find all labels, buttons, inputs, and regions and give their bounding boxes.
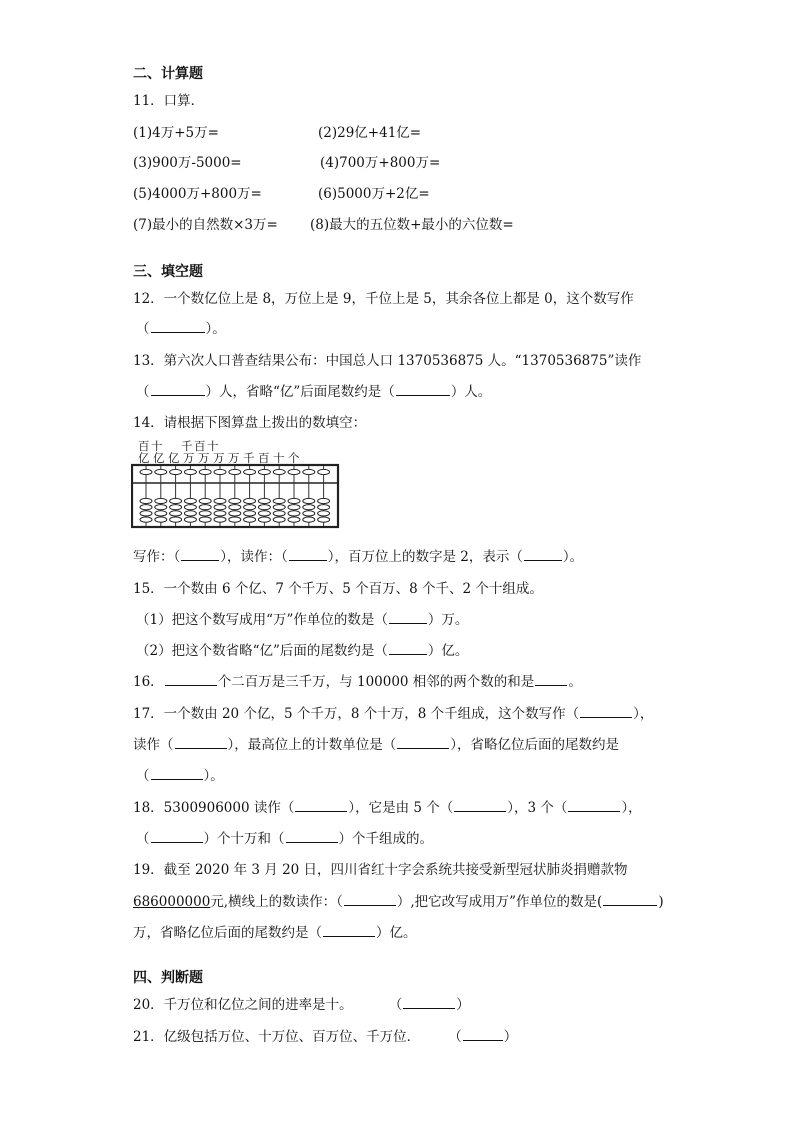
abacus-bead bbox=[140, 469, 152, 474]
q15-part2-text: （2）把这个数省略“亿”后面的尾数约是（ bbox=[136, 643, 388, 659]
abacus-bead bbox=[288, 517, 300, 522]
paren-close: ） bbox=[456, 997, 470, 1013]
q19-text-1: 元,横线上的数读作：（ bbox=[210, 894, 343, 910]
abacus-bead bbox=[155, 469, 167, 474]
q19-line-1: 19．截至 2020 年 3 月 20 日，四川省红十字会系统共接受新型冠状肺炎捐赠款物 bbox=[133, 862, 628, 878]
q11-item-3: (3)900万-5000= bbox=[133, 155, 242, 171]
q15-part-2 bbox=[136, 639, 468, 659]
paren-close: ）。 bbox=[205, 321, 226, 337]
section-title-calculation: 二、计算题 bbox=[133, 66, 203, 82]
answer-blank[interactable] bbox=[175, 736, 227, 749]
abacus-bead bbox=[229, 469, 241, 474]
q14-text-3: ），百万位上的数字是 2，表示（ bbox=[327, 549, 523, 565]
answer-blank[interactable] bbox=[289, 548, 327, 561]
abacus-bead bbox=[170, 498, 182, 503]
abacus-bead bbox=[170, 505, 182, 510]
q11-item-5: (5)4000万+800万= bbox=[133, 186, 262, 202]
abacus-bead bbox=[140, 498, 152, 503]
abacus-bead bbox=[258, 517, 270, 522]
abacus-bead bbox=[184, 505, 196, 510]
q19-text-5: ）亿。 bbox=[376, 925, 417, 941]
abacus-bead bbox=[244, 498, 256, 503]
abacus-bead bbox=[288, 469, 300, 474]
abacus-bead bbox=[199, 498, 211, 503]
abacus-bead bbox=[303, 505, 315, 510]
q11-item-7: (7)最小的自然数×3万= bbox=[133, 217, 278, 233]
q14-text-2: ），读作：（ bbox=[220, 549, 288, 565]
q11-item-2: (2)29亿+41亿= bbox=[318, 125, 422, 141]
paren-open: （ bbox=[136, 384, 150, 400]
abacus-bead bbox=[303, 498, 315, 503]
abacus-label: 百 bbox=[194, 439, 206, 453]
q16-end: 。 bbox=[568, 674, 582, 690]
abacus-label: 百 bbox=[138, 439, 150, 453]
abacus-bead bbox=[214, 511, 226, 516]
abacus-bead bbox=[155, 517, 167, 522]
answer-blank[interactable] bbox=[389, 642, 427, 655]
answer-blank[interactable] bbox=[151, 830, 203, 843]
abacus-bead bbox=[199, 505, 211, 510]
abacus-bead bbox=[318, 511, 330, 516]
abacus-bead bbox=[258, 511, 270, 516]
abacus-bead bbox=[288, 498, 300, 503]
q19-text-4: 万，省略亿位后面的尾数约是（ bbox=[133, 925, 322, 941]
answer-blank[interactable] bbox=[397, 736, 449, 749]
answer-blank[interactable] bbox=[580, 705, 632, 718]
abacus-bead bbox=[199, 469, 211, 474]
answer-blank[interactable] bbox=[463, 1028, 503, 1041]
abacus-label: 亿 bbox=[153, 451, 165, 465]
abacus-bead bbox=[170, 517, 182, 522]
paren-close: ）。 bbox=[203, 768, 224, 784]
abacus-bead bbox=[258, 505, 270, 510]
abacus-bead bbox=[258, 498, 270, 503]
answer-blank[interactable] bbox=[568, 799, 620, 812]
q17-text-3: 读作（ bbox=[133, 737, 174, 753]
abacus-bead bbox=[273, 505, 285, 510]
q11-item-4: (4)700万+800万= bbox=[320, 155, 441, 171]
paren-open: （ bbox=[448, 1029, 462, 1045]
q17-text-4: ），最高位上的计数单位是（ bbox=[227, 737, 397, 753]
q12-line-1: 12．一个数亿位上是 8，万位上是 9，千位上是 5，其余各位上都是 0，这个数写作 bbox=[133, 291, 634, 307]
abacus-bead bbox=[258, 469, 270, 474]
answer-blank[interactable] bbox=[524, 548, 562, 561]
abacus-bead bbox=[170, 511, 182, 516]
q21-line bbox=[133, 1025, 517, 1045]
q15-stem: 15．一个数由 6 个亿、7 个千万、5 个百万、8 个千、2 个十组成。 bbox=[133, 581, 543, 597]
abacus-bead bbox=[184, 498, 196, 503]
q11-item-8: (8)最大的五位数+最小的六位数= bbox=[310, 217, 514, 233]
abacus-bead bbox=[229, 505, 241, 510]
abacus-bead bbox=[214, 517, 226, 522]
answer-blank[interactable] bbox=[181, 548, 219, 561]
abacus-label: 百 bbox=[258, 451, 270, 465]
answer-blank[interactable] bbox=[151, 383, 205, 396]
abacus-bead bbox=[273, 517, 285, 522]
abacus-label: 万 bbox=[213, 451, 225, 465]
abacus-bead bbox=[244, 469, 256, 474]
q19-line-3 bbox=[133, 921, 417, 941]
abacus-label: 亿 bbox=[138, 451, 150, 465]
q17-line-1 bbox=[133, 702, 653, 722]
abacus-bead bbox=[184, 517, 196, 522]
q17-text-1: 17．一个数由 20 个亿，5 个千万，8 个十万，8 个千组成，这个数写作（ bbox=[133, 706, 580, 722]
paren-open: （ bbox=[136, 831, 150, 847]
q18-line-1 bbox=[133, 796, 642, 816]
q15-part-1 bbox=[136, 608, 468, 628]
abacus-bead bbox=[214, 505, 226, 510]
answer-blank[interactable] bbox=[151, 320, 205, 333]
abacus-label: 千 bbox=[181, 439, 193, 453]
abacus-label: 万 bbox=[198, 451, 210, 465]
paren-open: （ bbox=[136, 768, 150, 784]
q15-part1-text: （1）把这个数写成用“万”作单位的数是（ bbox=[136, 612, 388, 628]
abacus-figure bbox=[131, 436, 341, 532]
section-title-judgement: 四、判断题 bbox=[133, 970, 203, 986]
q11-item-6: (6)5000万+2亿= bbox=[318, 186, 430, 202]
abacus-bead bbox=[155, 505, 167, 510]
abacus-bead bbox=[244, 517, 256, 522]
q19-underlined-number: 686000000 bbox=[133, 894, 211, 910]
answer-blank[interactable] bbox=[323, 924, 375, 937]
paren-close: ） bbox=[503, 1029, 518, 1045]
abacus-bead bbox=[184, 511, 196, 516]
q11-stem: 11．口算． bbox=[133, 93, 205, 109]
abacus-bead bbox=[140, 517, 152, 522]
q18-text-2: ），它是由 5 个（ bbox=[348, 800, 454, 816]
q18-text-6: ）个千组成的。 bbox=[338, 831, 433, 847]
q14-text-1: 写作：（ bbox=[133, 549, 181, 565]
abacus-bead bbox=[244, 511, 256, 516]
abacus-bead bbox=[244, 505, 256, 510]
abacus-drawing bbox=[131, 463, 341, 533]
answer-blank[interactable] bbox=[535, 673, 567, 686]
abacus-bead bbox=[288, 505, 300, 510]
answer-blank[interactable] bbox=[295, 799, 347, 812]
q18-text-1: 18．5300906000 读作（ bbox=[133, 800, 295, 816]
abacus-bead bbox=[229, 511, 241, 516]
section-title-fill-in: 三、填空题 bbox=[133, 264, 203, 280]
q13-line-1: 13．第六次人口普查结果公布：中国总人口 1370536875 人。“1370536875”读作 bbox=[133, 353, 642, 369]
abacus-bead bbox=[140, 505, 152, 510]
abacus-bead bbox=[273, 469, 285, 474]
q14-text-4: ）。 bbox=[562, 549, 584, 565]
q19-text-2: ）,把它改写成用万”作单位的数是( bbox=[396, 894, 603, 910]
q19-line-2 bbox=[133, 890, 664, 910]
q13-mid-text: ）人，省略“亿”后面尾数约是（ bbox=[205, 384, 395, 400]
answer-blank[interactable] bbox=[603, 893, 657, 906]
q12-line-2 bbox=[136, 317, 226, 337]
abacus-bead bbox=[155, 498, 167, 503]
q16-text: 个二百万是三千万，与 100000 相邻的两个数的和是 bbox=[217, 674, 535, 690]
abacus-label: 万 bbox=[228, 451, 240, 465]
q18-text-5: ）个十万和（ bbox=[203, 831, 285, 847]
abacus-label: 万 bbox=[183, 451, 195, 465]
abacus-bead bbox=[303, 469, 315, 474]
q20-text: 20．千万位和亿位之间的进率是十。 bbox=[133, 997, 353, 1013]
abacus-bead bbox=[214, 469, 226, 474]
answer-blank[interactable] bbox=[165, 673, 217, 686]
q15-part1-end: ）万。 bbox=[427, 612, 469, 628]
q18-text-4: ）， bbox=[621, 800, 642, 816]
answer-blank[interactable] bbox=[389, 611, 427, 624]
q13-line-2 bbox=[136, 380, 491, 400]
abacus-bead bbox=[273, 511, 285, 516]
q17-line-2 bbox=[133, 733, 619, 753]
abacus-label: 十 bbox=[151, 439, 163, 453]
abacus-bead bbox=[303, 511, 315, 516]
abacus-bead bbox=[229, 498, 241, 503]
abacus-bead bbox=[303, 517, 315, 522]
answer-blank[interactable] bbox=[151, 767, 203, 780]
q14-answer-line bbox=[133, 545, 583, 565]
abacus-bead bbox=[273, 498, 285, 503]
abacus-bead bbox=[199, 517, 211, 522]
answer-blank[interactable] bbox=[454, 799, 506, 812]
abacus-bead bbox=[318, 517, 330, 522]
paren-open: （ bbox=[388, 997, 403, 1013]
abacus-label: 十 bbox=[207, 439, 219, 453]
abacus-bead bbox=[155, 511, 167, 516]
q20-line bbox=[133, 993, 470, 1013]
abacus-bead bbox=[318, 469, 330, 474]
q17-line-3 bbox=[136, 764, 224, 784]
q15-part2-end: ）亿。 bbox=[427, 643, 469, 659]
abacus-bead bbox=[288, 511, 300, 516]
abacus-label: 十 bbox=[273, 451, 285, 465]
q18-line-2 bbox=[136, 827, 433, 847]
paren-close: ）人。 bbox=[450, 384, 492, 400]
abacus-bead bbox=[199, 511, 211, 516]
answer-blank[interactable] bbox=[396, 383, 450, 396]
q16-line bbox=[133, 670, 582, 690]
answer-blank[interactable] bbox=[344, 893, 396, 906]
abacus-bead bbox=[140, 511, 152, 516]
answer-blank[interactable] bbox=[286, 830, 338, 843]
abacus-bead bbox=[214, 498, 226, 503]
abacus-bead bbox=[318, 498, 330, 503]
q18-text-3: ），3 个（ bbox=[507, 800, 568, 816]
abacus-bead bbox=[184, 469, 196, 474]
answer-blank[interactable] bbox=[403, 996, 455, 1009]
q19-text-3: ) bbox=[658, 894, 664, 910]
q11-item-1: (1)4万+5万= bbox=[133, 125, 219, 141]
paren-open: （ bbox=[136, 321, 150, 337]
q21-text: 21．亿级包括万位、十万位、百万位、千万位． bbox=[133, 1029, 421, 1045]
abacus-bead bbox=[318, 505, 330, 510]
abacus-label: 千 bbox=[243, 451, 255, 465]
abacus-bead bbox=[229, 517, 241, 522]
abacus-label: 个 bbox=[288, 451, 300, 465]
q16-number: 16． bbox=[133, 674, 164, 690]
abacus-bead bbox=[170, 469, 182, 474]
q17-text-2: ）， bbox=[633, 706, 654, 722]
abacus-label: 亿 bbox=[168, 451, 180, 465]
q17-text-5: ），省略亿位后面的尾数约是 bbox=[450, 737, 619, 753]
q14-stem: 14．请根据下图算盘上拨出的数填空： bbox=[133, 415, 367, 431]
